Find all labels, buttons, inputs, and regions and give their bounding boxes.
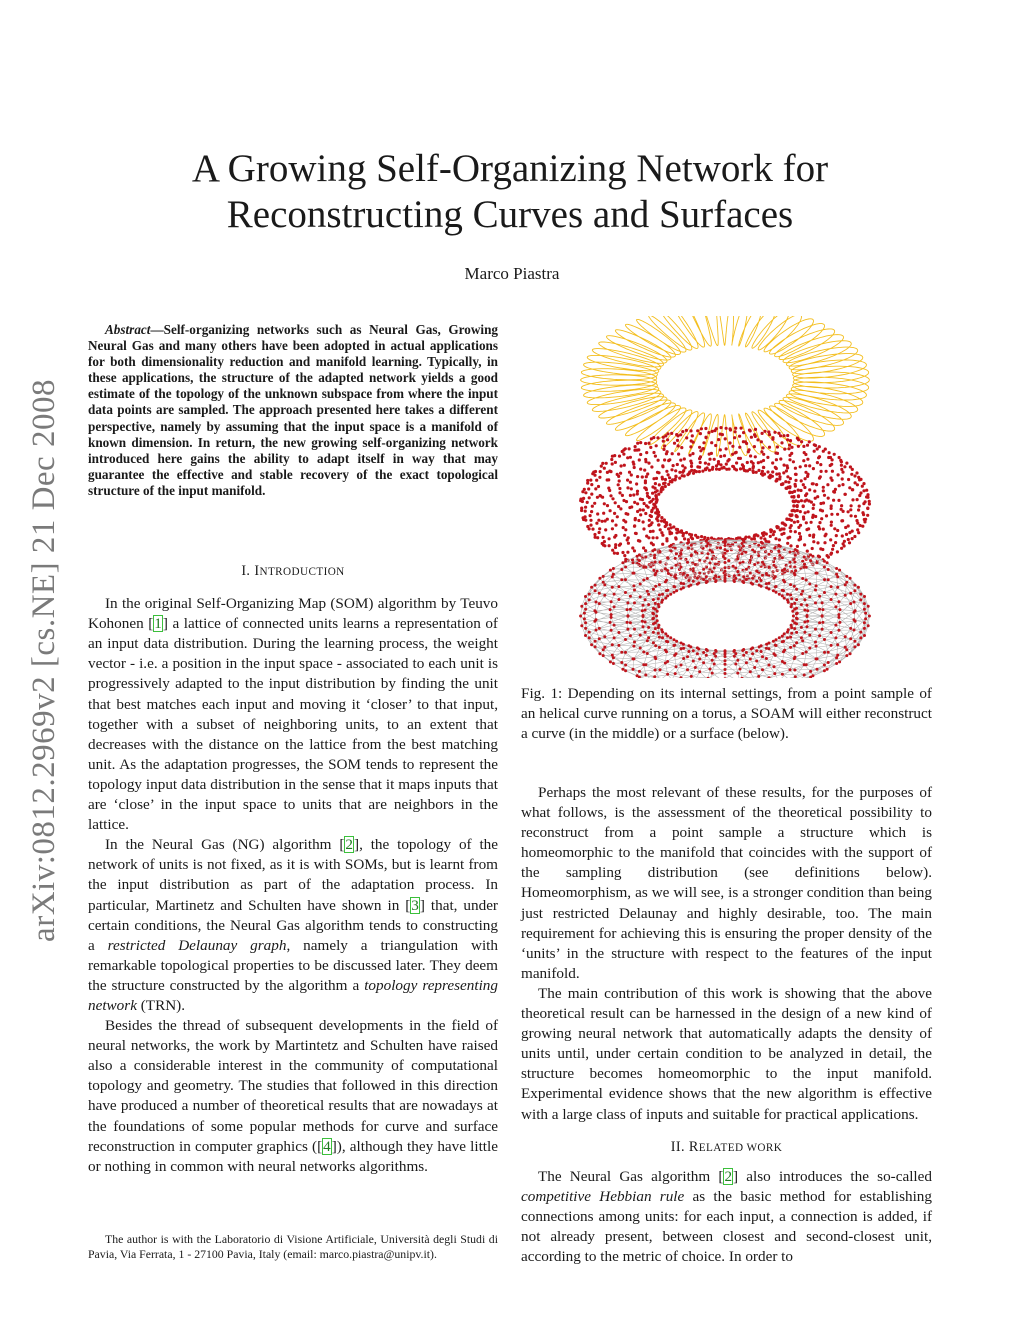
arxiv-stamp: arXiv:0812.2969v2 [cs.NE] 21 Dec 2008 <box>25 378 62 942</box>
abstract <box>88 322 498 499</box>
body-paragraph: Perhaps the most relevant of these results, for the purposes of what follows, is the assessment of the theoretical possibility to reconstruct from a point sample a structure which is homeomorphic to the manifold that coincides with the support of the sampling distribution (see definitions below). Homeomorphism, as we will see, is a stronger condition than being just restricted Delaunay and highly desirable, too. The main requirement for achieving this is ensuring the proper density of the ‘units’ in the structure with respect to the features of the input manifold. <box>521 784 932 982</box>
section-introduction <box>88 561 498 1177</box>
section-heading-introduction: I. INTRODUCTION <box>241 563 345 579</box>
author-name: Marco Piastra <box>464 264 560 283</box>
abstract-dash: — <box>150 322 164 337</box>
intro-paragraph-2: In the Neural Gas (NG) algorithm [2], the topology of the network of units is not fixed, as it is with SOMs, but is learnt from the input distribution as part of the adaptation process. In particular, Martinetz and Schulten have shown in [3] that, under certain conditions, the Neural Gas algorithm tends to constructing a restricted Delaunay graph, namely a triangulation with remarkable topological properties to be discussed later. They deem the structure constructed by the algorithm a topology representing network (TRN). <box>88 836 499 1014</box>
citation-link[interactable]: 4 <box>323 1137 331 1155</box>
citation-link[interactable]: 1 <box>154 615 162 633</box>
citation-link[interactable]: 2 <box>724 1167 733 1185</box>
intro-paragraph-1: In the original Self-Organizing Map (SOM) algorithm by Teuvo Kohonen [1] a lattice of connected units learns a representation of an input data distribution. During the learning process, the weight vector - i.e. a position in the input space - associated to each unit is progressively adapted to the input distribution by finding the unit that best matches each input and moving it ‘closer’ to that input, together with a subset of neighboring units, to an extent that decreases with the distance on the lattice from the best matching unit. As the adaptation progresses, the SOM tends to represent the topology input data distribution in the sense that it maps inputs that are ‘close’ in the input space to units that are neighbors in the lattice. <box>88 595 498 834</box>
intro-paragraph-3: Besides the thread of subsequent developments in the field of neural networks, the work by Martintetz and Schulten have raised also a considerable interest in the community of computational topology and geometry. The studies that followed in this direction have produced a number of theoretical results that are nowadays at the foundations of some popular methods for curve and surface reconstruction in computer graphics ([4]), although they have little or nothing in common with neural networks algorithms. <box>88 1017 498 1175</box>
right-column-text <box>521 783 932 1267</box>
abstract-label: Abstract <box>105 322 151 337</box>
figure-torus-reconstructions <box>576 316 874 678</box>
abstract-text: Self-organizing networks such as Neural Gas, Growing Neural Gas and many others have been adopted in actual applications for both dimensionality reduction and manifold learning. Typically, in these applications, the structure of the adapted network yields a good estimate of the topology of the unknown subspace from where the input data points are sampled. The approach presented here takes a different perspective, namely by assuming that the input space is a manifold of known dimension. In return, the new growing self-organizing network introduced here gains the ability to adapt itself in way that may guarantee the effective and stable recovery of the exact topological structure of the input manifold. <box>88 322 498 498</box>
citation-link[interactable]: 2 <box>345 836 353 854</box>
citation-link[interactable]: 3 <box>411 896 419 914</box>
author-footnote: The author is with the Laboratorio di Visione Artificiale, Università degli Studi di Pavia, Via Ferrata, 1 - 27100 Pavia, Italy (email: marco.piastra@unipv.it). <box>88 1232 498 1261</box>
section-heading-related-work: II. RELATED WORK <box>670 1138 783 1155</box>
figure-caption: Fig. 1: Depending on its internal settings, from a point sample of an helical curve running on a torus, a SOAM will either reconstruct a curve (in the middle) or a surface (below). <box>521 685 932 743</box>
paper-title: A Growing Self-Organizing Network for Reconstructing Curves and Surfaces <box>191 147 829 236</box>
mesh-torus-image <box>579 538 871 678</box>
related-paragraph-1: The Neural Gas algorithm [2] also introduces the so-called competitive Hebbian rule as the basic method for establishing connections among units: for each input, a connection is added, if not already present, between closest and second-closest unit, according to the metric of choice. In order to <box>521 1167 932 1266</box>
helix-torus-image <box>581 316 870 456</box>
body-paragraph: The main contribution of this work is showing that the above theoretical result can be harnessed in the design of a new kind of growing neural network that automatically adapts the density of units until, under certain condition to be analyzed in detail, the structure becomes homeomorphic to the input manifold. Experimental evidence shows that the new algorithm is effective with a large class of inputs and suitable for practical applications. <box>521 984 932 1123</box>
